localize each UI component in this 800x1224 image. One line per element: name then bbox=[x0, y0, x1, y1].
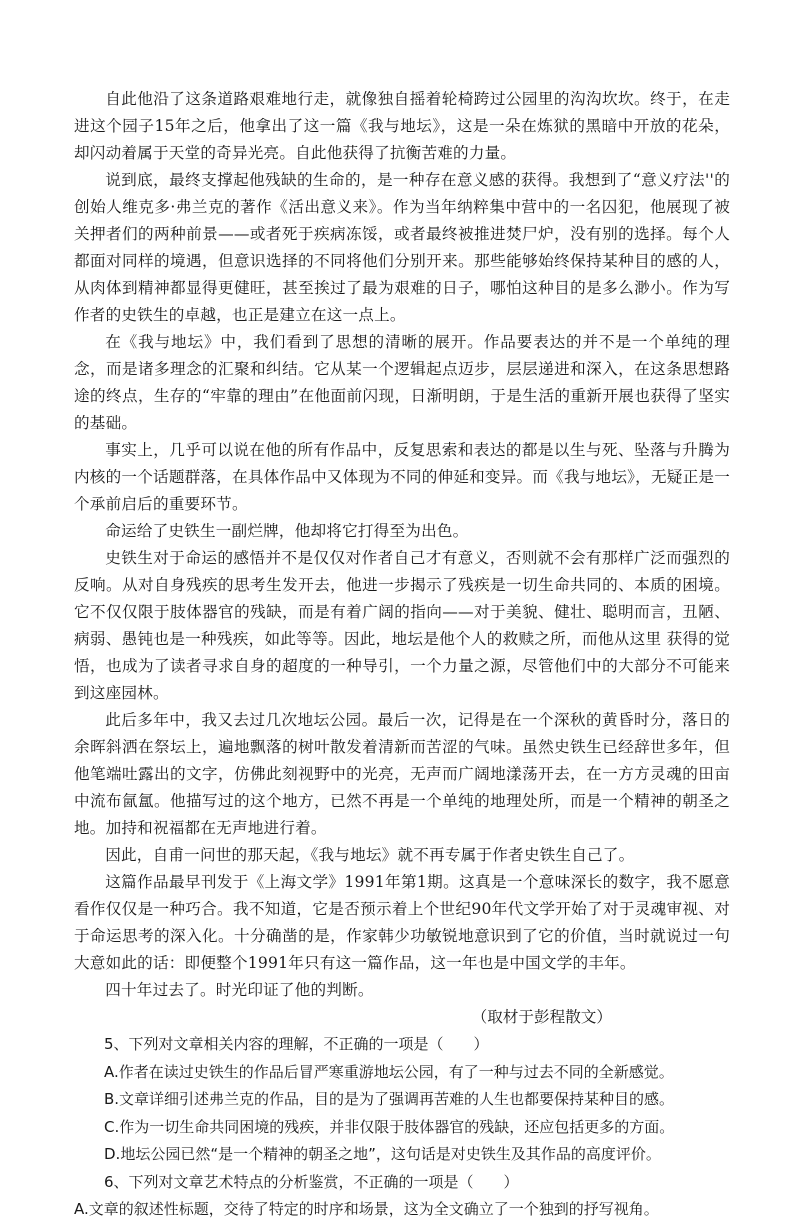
article-paragraph-7: 此后多年中，我又去过几次地坛公园。最后一次，记得是在一个深秋的黄昏时分，落日的余晖斜洒在祭坛上，遍地飘落的树叶散发着清新而苦涩的气味。虽然史铁生已经辞世多年，但他笔端吐露出的文字，仿佛此刻视野中的光亮，无声而广阔地漾荡开去，在一方方灵魂的田亩中流布氤氲。他描写过的这个地方，已然不再是一个单纯的地理处所，而是一个精神的朝圣之地。加持和祝福都在无声地进行着。 bbox=[74, 711, 730, 837]
question-5-option-c: C.作为一切生命共同困境的残疾，并非仅限于肢体器官的残缺，还应包括更多的方面。 bbox=[104, 1117, 675, 1136]
article-body bbox=[74, 86, 730, 1031]
article-paragraph-5: 命运给了史铁生一副烂牌，他却将它打得至为出色。 bbox=[105, 522, 469, 540]
question-6-option-a: A.文章的叙述性标题，交待了特定的时序和场景，这为全文确立了一个独到的抒写视角。 bbox=[74, 1200, 659, 1218]
question-5-option-a: A.作者在读过史铁生的作品后冒严寒重游地坛公园，有了一种与过去不同的全新感觉。 bbox=[104, 1062, 674, 1081]
article-paragraph-4: 事实上，几乎可以说在他的所有作品中，反复思索和表达的都是以生与死、坠落与升腾为内核的一个话题群落，在具体作品中又体现为不同的伸延和变异。而《我与地坛》，无疑正是一个承前启后的重要环节。 bbox=[74, 441, 730, 513]
article-paragraph-1: 自此他沿了这条道路艰难地行走，就像独自摇着轮椅跨过公园里的沟沟坎坎。终于，在走进这个园子15年之后，他拿出了这一篇《我与地坛》，这是一朵在炼狱的黑暗中开放的花朵，却闪动着属于天堂的奇异光亮。自此他获得了抗衡苦难的力量。 bbox=[74, 90, 730, 162]
question-6-stem: 6、下列对文章艺术特点的分析鉴赏，不正确的一项是（ ） bbox=[104, 1172, 519, 1191]
article-paragraph-9: 这篇作品最早刊发于《上海文学》1991年第1期。这真是一个意味深长的数字，我不愿意看作仅仅是一种巧合。我不知道，它是否预示着上个世纪90年代文学开始了对于灵魂审视、对于命运思考的深入化。十分确凿的是，作家韩少功敏锐地意识到了它的价值，当时就说过一句大意如此的话：即便整个1991年只有这一篇作品，这一年也是中国文学的丰年。 bbox=[74, 873, 730, 972]
question-5-option-b: B.文章详细引述弗兰克的作品，目的是为了强调再苦难的人生也都要保持某种目的感。 bbox=[104, 1090, 675, 1108]
article-paragraph-6: 史铁生对于命运的感悟并不是仅仅对作者自己才有意义，否则就不会有那样广泛而强烈的反响。从对自身残疾的思考生发开去，他进一步揭示了残疾是一切生命共同的、本质的困境。它不仅仅限于肢体器官的残缺，而是有着广阔的指向——对于美貌、健壮、聪明而言，丑陋、病弱、愚钝也是一种残疾，如此等等。因此，地坛是他个人的救赎之所，而他从这里 获得的觉悟，也成为了读者寻求自身的超度的一种导引，一个力量之源，尽管他们中的大部分不可能来到这座园林。 bbox=[74, 549, 730, 702]
article-paragraph-3: 在《我与地坛》中，我们看到了思想的清晰的展开。作品要表达的并不是一个单纯的理念，而是诸多理念的汇聚和纠结。它从某一个逻辑起点迈步，层层递进和深入，在这条思想路途的终点，生存的“牢靠的理由”在他面前闪现，日渐明朗，于是生活的重新开展也获得了坚实的基础。 bbox=[74, 333, 730, 432]
question-5-option-d: D.地坛公园已然“是一个精神的朝圣之地”，这句话是对史铁生及其作品的高度评价。 bbox=[104, 1145, 661, 1163]
question-5 bbox=[74, 1031, 730, 1169]
article-source: （取材于彭程散文） bbox=[471, 1008, 612, 1026]
article-paragraph-2: 说到底，最终支撑起他残缺的生命的，是一种存在意义感的获得。我想到了“意义疗法''的创始人维克多·弗兰克的著作《活出意义来》。作为当年纳粹集中营中的一名囚犯，他展现了被关押者们的两种前景——或者死于疾病冻馁，或者最终被推进焚尸炉，没有别的选择。每个人都面对同样的境遇，但意识选择的不同将他们分别开来。那些能够始终保持某种目的感的人，从肉体到精神都显得更健旺，甚至挨过了最为艰难的日子，哪怕这种目的是多么渺小。作为写作者的史铁生的卓越，也正是建立在这一点上。 bbox=[74, 171, 730, 324]
article-paragraph-8: 因此，自甫一问世的那天起，《我与地坛》就不再专属于作者史铁生自己了。 bbox=[105, 846, 635, 864]
question-6 bbox=[74, 1169, 730, 1224]
article-paragraph-10: 四十年过去了。时光印证了他的判断。 bbox=[105, 981, 374, 999]
question-5-stem: 5、下列对文章相关内容的理解，不正确的一项是（ ） bbox=[104, 1035, 489, 1053]
